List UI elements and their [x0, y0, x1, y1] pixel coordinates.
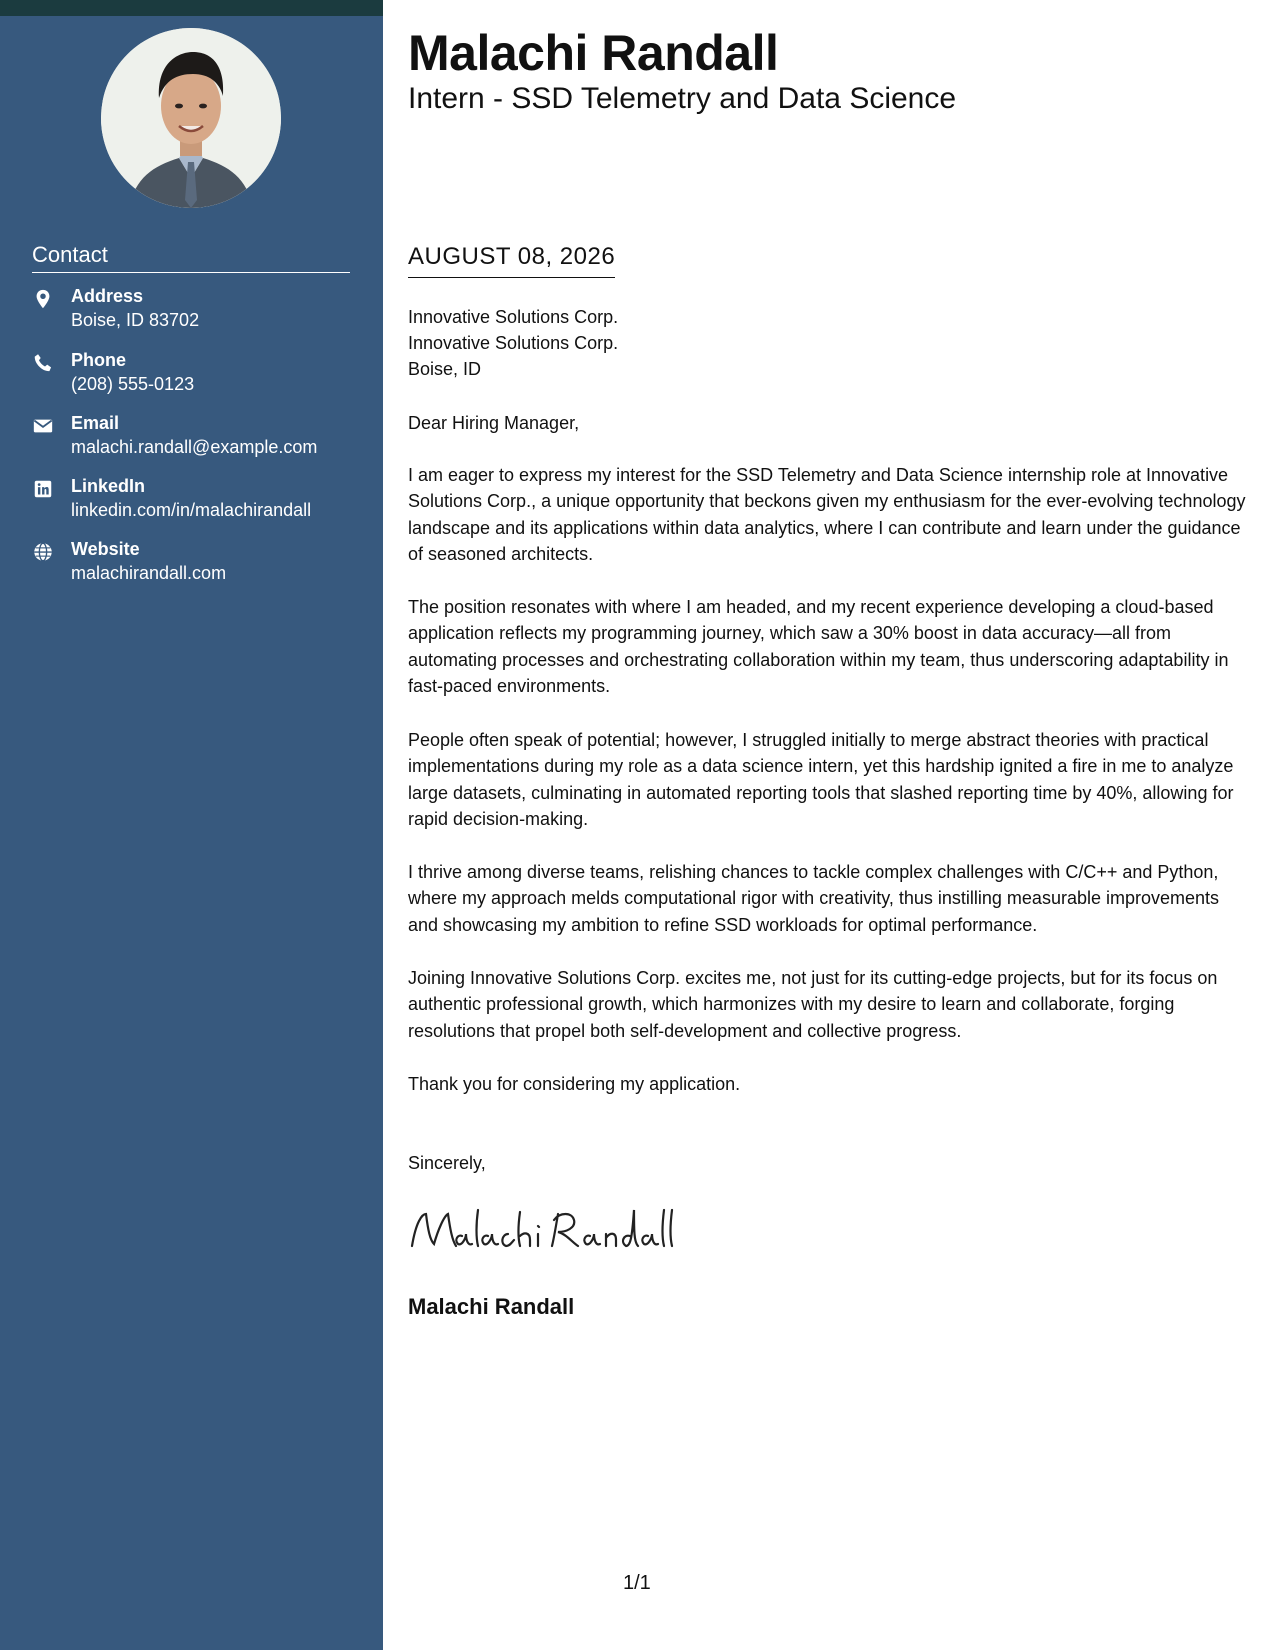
body-paragraph: The position resonates with where I am headed, and my recent experience developing a cloud-based application reflects my programming journey, which saw a 30% boost in data accuracy—all from automating processes and orchestrating collaboration within my team, thus underscoring adaptability in fast-paced environments. [408, 597, 1229, 696]
letter-main [408, 0, 1248, 1650]
website-value[interactable]: malachirandall.com [71, 563, 227, 583]
address-label: Address [71, 286, 144, 306]
letter-date: AUGUST 08, 2026 [408, 243, 615, 278]
profile-photo-icon [101, 28, 281, 208]
contact-heading: Contact [32, 242, 350, 273]
phone-value[interactable]: (208) 555-0123 [71, 374, 195, 394]
email-value[interactable]: malachi.randall@example.com [71, 437, 318, 457]
body-paragraph: Joining Innovative Solutions Corp. excites me, not just for its cutting-edge projects, but for its focus on authentic professional growth, which harmonizes with my desire to learn and collaborate, forging resolutions that propel both self-development and collective progress. [408, 968, 1218, 1041]
avatar [101, 28, 281, 208]
handwritten-signature [408, 1200, 678, 1260]
globe-icon [32, 541, 54, 563]
closing: Sincerely, [408, 1153, 486, 1173]
linkedin-icon [32, 478, 54, 500]
sidebar-top-bar [0, 0, 383, 16]
phone-icon [32, 352, 54, 374]
applicant-name: Malachi Randall [408, 25, 779, 81]
location-pin-icon [32, 288, 54, 310]
recipient-line: Innovative Solutions Corp. [408, 307, 619, 327]
body-paragraph: I thrive among diverse teams, relishing chances to tackle complex challenges with C/C++ and Python, where my approach melds computational rigor with creativity, thus instilling measurable improvements and showcasing my ambition to refine SSD workloads for optimal performance. [408, 862, 1220, 935]
linkedin-label: LinkedIn [71, 476, 146, 496]
recipient-line: Boise, ID [408, 359, 482, 379]
body-paragraph: People often speak of potential; however, I struggled initially to merge abstract theories with practical implementations during my role as a data science intern, yet this hardship ignited a fire in me to analyze large datasets, culminating in automated reporting tools that slashed reporting time by 40%, allowing for rapid decision-making. [408, 730, 1234, 829]
envelope-icon [32, 415, 54, 437]
address-value: Boise, ID 83702 [71, 310, 200, 330]
sidebar [0, 16, 383, 1650]
body-paragraph: I am eager to express my interest for the SSD Telemetry and Data Science internship role at Innovative Solutions Corp., a unique opportunity that beckons given my enthusiasm for the ever-evolving technology landscape and its applications within data analytics, where I can contribute and learn under the guidance of seasoned architects. [408, 465, 1246, 564]
recipient-line: Innovative Solutions Corp. [408, 333, 619, 353]
page-number: 1/1 [623, 1572, 651, 1594]
contact-website [32, 539, 362, 589]
linkedin-value[interactable]: linkedin.com/in/malachirandall [71, 500, 312, 520]
signer-name: Malachi Randall [408, 1294, 575, 1319]
applicant-role: Intern - SSD Telemetry and Data Science [408, 82, 957, 115]
recipient-block [408, 304, 618, 382]
contact-address [32, 286, 362, 336]
salutation: Dear Hiring Manager, [408, 413, 580, 433]
thanks-line: Thank you for considering my application. [408, 1074, 741, 1094]
website-label: Website [71, 539, 140, 559]
contact-linkedin [32, 476, 362, 526]
phone-label: Phone [71, 350, 127, 370]
contact-email [32, 413, 362, 463]
email-label: Email [71, 413, 120, 433]
contact-phone [32, 350, 362, 400]
